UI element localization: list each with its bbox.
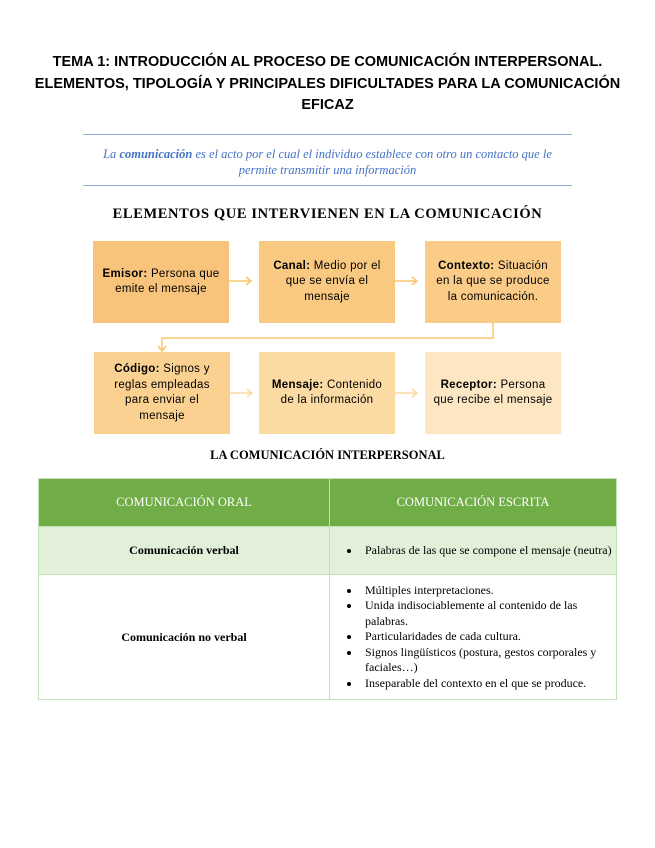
row-label: Comunicación no verbal xyxy=(39,575,330,700)
table-header-row xyxy=(39,479,617,527)
row-items xyxy=(330,575,617,700)
element-desc: Medio por el que se envía el mensaje xyxy=(285,259,381,303)
header-escrita: COMUNICACIÓN ESCRITA xyxy=(330,479,617,527)
arrow-icon xyxy=(395,389,417,397)
element-term: Código: xyxy=(114,363,160,375)
definition-rest: es el acto por el cual el individuo establece con otro un contacto que le permite transmitir una información xyxy=(192,147,552,177)
element-term: Receptor: xyxy=(440,378,497,391)
element-desc: Persona que recibe el mensaje xyxy=(433,378,553,406)
element-mensaje xyxy=(259,352,395,434)
definition-pre: La xyxy=(103,147,120,161)
table-row xyxy=(39,527,617,575)
element-desc: Situación en la que se produce la comunicación. xyxy=(436,259,550,303)
element-term: Contexto: xyxy=(438,259,495,272)
element-term: Mensaje: xyxy=(271,378,324,391)
element-receptor xyxy=(425,352,561,434)
element-term: Emisor: xyxy=(102,267,148,280)
title-line: TEMA 1: INTRODUCCIÓN AL PROCESO DE COMUNICACIÓN INTERPERSONAL. xyxy=(52,54,603,70)
element-term: Canal: xyxy=(273,259,311,272)
arrow-icon xyxy=(395,277,417,285)
element-contexto xyxy=(425,241,561,323)
list-item: • Unida indisociablemente al contenido de las palabras. xyxy=(361,598,615,629)
communication-table xyxy=(38,478,617,700)
list-item: • Inseparable del contexto en el que se produce. xyxy=(361,676,615,692)
row-items xyxy=(330,527,617,575)
element-emisor xyxy=(93,241,229,323)
table-row xyxy=(39,575,617,700)
arrow-icon xyxy=(158,322,493,351)
element-desc: Contenido de la información xyxy=(280,378,383,406)
element-desc: Persona que emite el mensaje xyxy=(115,267,220,295)
title-line: EFICAZ xyxy=(301,97,354,113)
definition-term: comunicación xyxy=(119,147,193,161)
elements-heading: ELEMENTOS QUE INTERVIENEN EN LA COMUNICACIÓN xyxy=(112,206,543,222)
row-label: Comunicación verbal xyxy=(39,527,330,575)
header-oral: COMUNICACIÓN ORAL xyxy=(39,479,330,527)
list-item: • Palabras de las que se compone el mensaje (neutra) xyxy=(361,543,615,559)
element-codigo xyxy=(94,352,230,434)
list-item: • Signos lingüísticos (postura, gestos corporales y faciales…) xyxy=(361,645,615,676)
table-heading: LA COMUNICACIÓN INTERPERSONAL xyxy=(210,448,445,462)
arrow-icon xyxy=(229,277,251,285)
element-canal xyxy=(259,241,395,323)
title-line: ELEMENTOS, TIPOLOGÍA Y PRINCIPALES DIFICULTADES PARA LA COMUNICACIÓN xyxy=(34,75,621,92)
arrow-icon xyxy=(230,389,252,397)
element-desc: Signos y reglas empleadas para enviar el mensaje xyxy=(114,363,210,422)
list-item: • Particularidades de cada cultura. xyxy=(361,629,615,645)
list-item: • Múltiples interpretaciones. xyxy=(361,583,615,599)
